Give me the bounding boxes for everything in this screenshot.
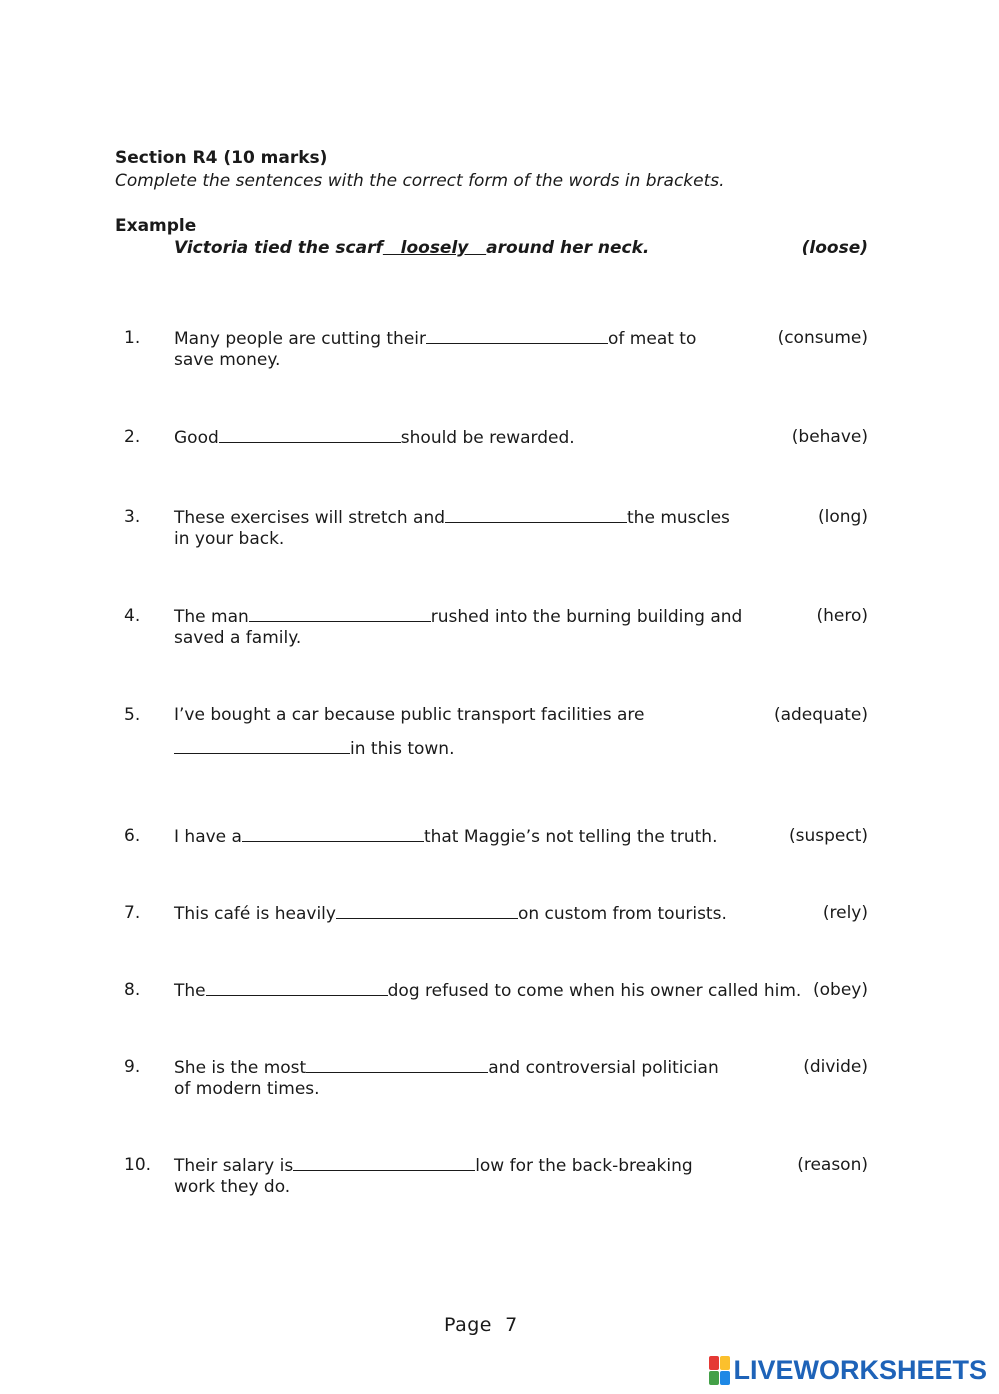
logo-mark-icon [709, 1356, 730, 1385]
item-10-text-before: Their salary is [174, 1156, 294, 1176]
item-6-text-after: that Maggie’s not telling the truth. [423, 827, 718, 847]
item-7-text-after: on custom from tourists. [517, 904, 727, 924]
logo-mark-e [720, 1371, 730, 1385]
item-8-answer-blank[interactable] [206, 979, 388, 996]
item-8-word: (obey) [813, 980, 868, 1000]
item-1-answer-blank[interactable] [426, 327, 608, 344]
logo-text: LIVEWORKSHEETS [733, 1355, 987, 1385]
item-9-line1 [174, 1056, 719, 1079]
item-8-text-before: The [174, 981, 206, 1001]
page-number: Page 7 [444, 1314, 518, 1336]
item-9-text-after: and controversial politician [488, 1058, 719, 1078]
item-9-answer-blank[interactable] [306, 1056, 488, 1073]
item-3-line1 [174, 506, 730, 529]
item-4-number: 4. [124, 606, 141, 626]
item-2-answer-blank[interactable] [219, 426, 401, 443]
item-7-text-before: This café is heavily [174, 904, 336, 924]
logo-mark-i [720, 1356, 730, 1370]
item-8-number: 8. [124, 980, 141, 1000]
item-6-text-before: I have a [174, 827, 242, 847]
item-4-text-after: rushed into the burning building and [430, 607, 743, 627]
item-1-line2: save money. [174, 350, 281, 370]
item-9-word: (divide) [803, 1057, 868, 1077]
item-10-answer-blank[interactable] [293, 1154, 475, 1171]
item-2-text-after: should be rewarded. [400, 428, 575, 448]
item-4-line2: saved a family. [174, 628, 302, 648]
item-5-word: (adequate) [773, 705, 868, 725]
item-8-line1 [174, 979, 801, 1002]
example-label: Example [115, 216, 197, 236]
section-instruction: Complete the sentences with the correct form of the words in brackets. [115, 171, 725, 191]
liveworksheets-logo[interactable] [709, 1355, 987, 1385]
item-5-line1: I’ve bought a car because public transport facilities are [174, 705, 645, 725]
example-answer: loosely [382, 238, 487, 258]
item-5-line2 [174, 737, 454, 760]
item-9-number: 9. [124, 1057, 141, 1077]
item-1-number: 1. [124, 328, 141, 348]
item-6-word: (suspect) [788, 826, 868, 846]
item-10-line2: work they do. [174, 1177, 291, 1197]
item-4-text-before: The man [174, 607, 249, 627]
item-7-number: 7. [124, 903, 141, 923]
item-5-answer-blank[interactable] [174, 737, 350, 754]
item-7-word: (rely) [822, 903, 868, 923]
item-2-word: (behave) [791, 427, 868, 447]
item-4-line1 [174, 605, 742, 628]
item-6-line1 [174, 825, 717, 848]
example-sentence [174, 237, 649, 259]
item-6-answer-blank[interactable] [242, 825, 424, 842]
example-text-before: Victoria tied the scarf [174, 238, 383, 258]
item-1-line1 [174, 327, 696, 350]
item-10-word: (reason) [797, 1155, 868, 1175]
item-7-answer-blank[interactable] [336, 902, 518, 919]
logo-mark-l [709, 1356, 719, 1370]
item-3-word: (long) [818, 507, 868, 527]
item-6-number: 6. [124, 826, 141, 846]
item-7-line1 [174, 902, 727, 925]
item-10-number: 10. [124, 1155, 152, 1175]
item-3-number: 3. [124, 507, 141, 527]
item-8-text-after: dog refused to come when his owner called him. [387, 981, 802, 1001]
item-1-word: (consume) [777, 328, 868, 348]
item-1-text-before: Many people are cutting their [174, 329, 427, 349]
item-1-text-after: of meat to [608, 329, 697, 349]
item-2-number: 2. [124, 427, 141, 447]
item-3-text-before: These exercises will stretch and [174, 508, 446, 528]
item-9-line2: of modern times. [174, 1079, 320, 1099]
item-3-answer-blank[interactable] [445, 506, 627, 523]
item-3-text-after: the muscles [627, 508, 730, 528]
example-text-after: around her neck. [486, 238, 650, 258]
item-2-line1 [174, 426, 575, 449]
item-4-word: (hero) [816, 606, 868, 626]
item-3-line2: in your back. [174, 529, 285, 549]
item-5-number: 5. [124, 705, 141, 725]
item-10-line1 [174, 1154, 693, 1177]
item-2-text-before: Good [174, 428, 219, 448]
section-title: Section R4 (10 marks) [115, 148, 328, 168]
example-word: (loose) [801, 238, 868, 258]
item-9-text-before: She is the most [174, 1058, 307, 1078]
item-10-text-after: low for the back-breaking [475, 1156, 693, 1176]
logo-mark-v [709, 1371, 719, 1385]
item-5-text-after: in this town. [350, 739, 455, 759]
item-4-answer-blank[interactable] [249, 605, 431, 622]
